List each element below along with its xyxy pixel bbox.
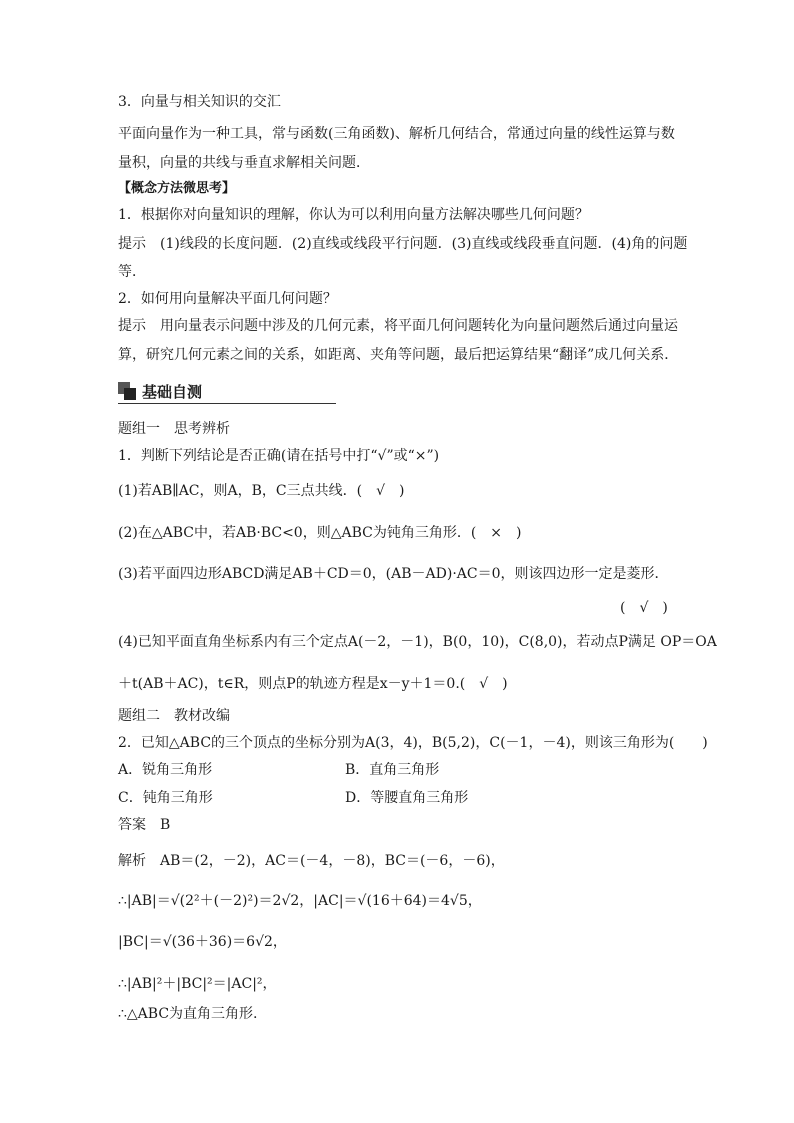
section-title: 基础自测: [142, 383, 203, 401]
question-2-stem: 2．已知△ABC的三个顶点的坐标分别为A(3，4)，B(5,2)，C(－1，－4)，则该三角形为( ): [118, 735, 708, 751]
judge-item-4-line-1: (4)已知平面直角坐标系内有三个定点A(－2，－1)，B(0，10)，C(8,0)，若动点P满足 OP＝OA: [118, 634, 717, 650]
judge-item-3: (3)若平面四边形ABCD满足AB＋CD＝0，(AB－AD)·AC＝0，则该四边形一定是菱形．: [118, 566, 669, 582]
section-underline: [118, 403, 336, 404]
judge-item-1: (1)若AB∥AC，则A，B，C三点共线．( √ ): [118, 483, 405, 499]
hint-2-line-2: 算，研究几何元素之间的关系，如距离、夹角等问题，最后把运算结果“翻译”成几何关系．: [118, 347, 679, 363]
answer-line: 答案 B: [118, 817, 171, 833]
solution-line-4: ∴|AB|²＋|BC|²＝|AC|²，: [118, 976, 277, 992]
section-square-icon: [118, 382, 136, 400]
option-a: A．锐角三角形: [118, 762, 213, 778]
paragraph-line-1: 平面向量作为一种工具，常与函数(三角函数)、解析几何结合，常通过向量的线性运算与数: [118, 126, 675, 142]
option-d: D．等腰直角三角形: [345, 790, 469, 806]
section-header: [118, 378, 336, 404]
solution-line-5: ∴△ABC为直角三角形.: [118, 1006, 258, 1022]
judge-item-3-mark: ( √ ): [620, 600, 668, 616]
hint-2-line-1: 提示 用向量表示问题中涉及的几何元素，将平面几何问题转化为向量问题然后通过向量运: [118, 318, 678, 334]
judge-stem: 1．判断下列结论是否正确(请在括号中打“√”或“×”): [118, 448, 440, 464]
option-c: C．钝角三角形: [118, 790, 213, 806]
option-b: B．直角三角形: [345, 762, 440, 778]
paragraph-line-2: 量积，向量的共线与垂直求解相关问题．: [118, 155, 370, 171]
judge-item-2: (2)在△ABC中，若AB·BC<0，则△ABC为钝角三角形．( × ): [118, 525, 522, 541]
concept-heading: 【概念方法微思考】: [118, 181, 236, 196]
group-2-heading: 题组二 教材改编: [118, 708, 230, 724]
question-2: 2．如何用向量解决平面几何问题？: [118, 291, 337, 307]
solution-line-2: ∴|AB|＝√(2²＋(－2)²)＝2√2，|AC|＝√(16＋64)＝4√5，: [118, 893, 482, 909]
hint-1-line-2: 等．: [118, 264, 146, 280]
hint-1-line-1: 提示 (1)线段的长度问题．(2)直线或线段平行问题．(3)直线或线段垂直问题．(4)角的问题: [118, 236, 688, 252]
solution-line-3: |BC|＝√(36＋36)＝6√2，: [118, 934, 287, 950]
solution-line-1: 解析 AB＝(2，－2)，AC＝(－4，－8)，BC＝(－6，－6)，: [118, 853, 505, 869]
line-h3: 3．向量与相关知识的交汇: [118, 94, 281, 110]
group-1-heading: 题组一 思考辨析: [118, 421, 230, 437]
judge-item-4-line-2: ＋t(AB＋AC)，t∈R，则点P的轨迹方程是x－y＋1＝0.( √ ): [118, 676, 508, 692]
question-1: 1．根据你对向量知识的理解，你认为可以利用向量方法解决哪些几何问题？: [118, 207, 589, 223]
